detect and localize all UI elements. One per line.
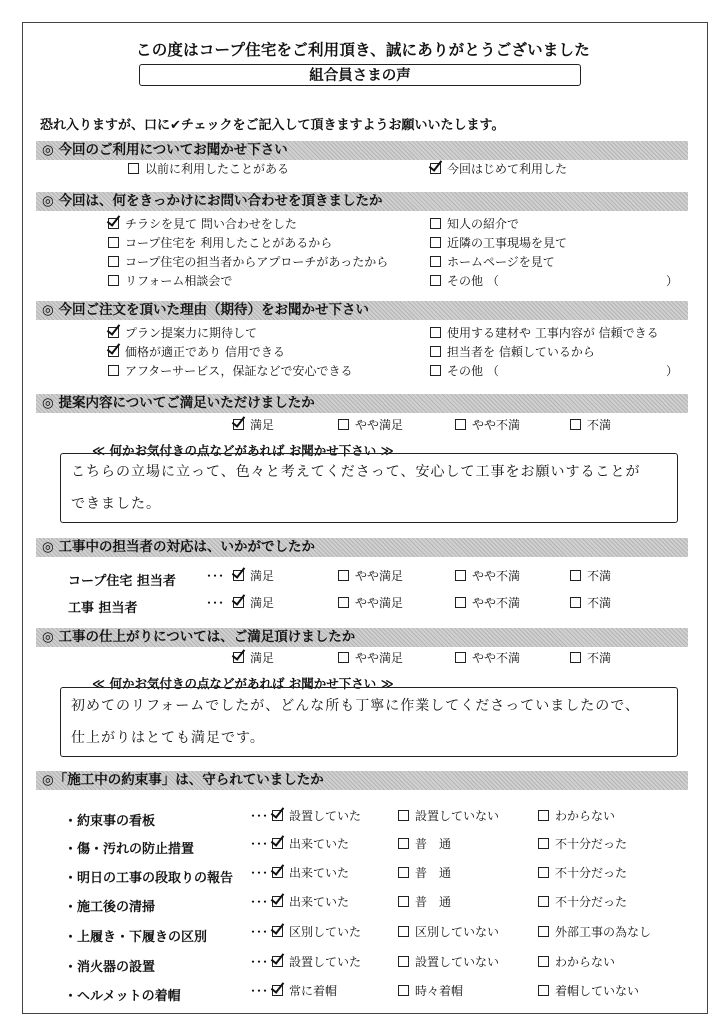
checkbox[interactable] [538, 838, 549, 849]
checkbox[interactable] [570, 652, 581, 663]
checkbox[interactable] [338, 597, 349, 608]
checkbox-checked[interactable] [108, 327, 119, 338]
checkbox[interactable] [338, 419, 349, 430]
q7-row-signboard-label: ・約束事の看板 [64, 814, 156, 829]
section-header-q6: ◎ 工事の仕上がりについては、ご満足頂けましたか [36, 628, 688, 647]
q7-row-cleaning-label: ・施工後の清掃 [64, 900, 156, 915]
q6-comment-box[interactable] [60, 687, 678, 757]
checkbox[interactable] [538, 956, 549, 967]
q3-other-close-paren: ） [666, 364, 679, 378]
q2-option-website[interactable]: ホームページを見て [430, 254, 555, 270]
q4-comment-box[interactable] [60, 453, 678, 523]
checkbox[interactable] [108, 275, 119, 286]
checkbox[interactable] [455, 597, 466, 608]
checkbox-checked[interactable] [272, 867, 283, 878]
q7-extinguisher-opt1[interactable]: 設置していた [272, 954, 361, 970]
checkbox[interactable] [430, 275, 441, 286]
q6-option-somewhat-satisfied[interactable]: やや満足 [338, 650, 403, 666]
section-header-q4: ◎ 提案内容についてご満足いただけましたか [36, 394, 688, 413]
q5-row-construction-staff-label: 工事 担当者 [68, 601, 138, 616]
page-subtitle: 組合員さまの声 [139, 64, 581, 86]
checkbox[interactable] [398, 838, 409, 849]
q7-protection-opt2[interactable]: 普 通 [398, 836, 451, 852]
checkbox[interactable] [398, 867, 409, 878]
section-header-q1: ◎ 今回のご利用についてお聞かせ下さい [36, 141, 688, 160]
checkbox[interactable] [128, 163, 139, 174]
q6-comment-title: ≪ 何かお気付きの点などがあれば お聞かせ下さい ≫ [92, 676, 394, 691]
q3-option-price[interactable]: 価格が適正であり 信用できる [108, 344, 285, 360]
section-header-q5: ◎ 工事中の担当者の対応は、いかがでしたか [36, 538, 688, 557]
q7-protection-opt3[interactable]: 不十分だった [538, 836, 627, 852]
q3-option-other[interactable]: その他 （ [430, 363, 499, 379]
q2-option-approach[interactable]: コープ住宅の担当者からアプローチがあったから [108, 254, 388, 270]
q7-signboard-opt1[interactable]: 設置していた [272, 808, 361, 824]
checkbox[interactable] [338, 570, 349, 581]
checkbox[interactable] [538, 867, 549, 878]
q4-option-somewhat-dissatisfied[interactable]: やや不満 [455, 417, 520, 433]
q1-option-first-time[interactable]: 今回はじめて利用した [430, 161, 567, 177]
q5-construction-somewhat-dissatisfied[interactable]: やや不満 [455, 595, 520, 611]
checkbox-checked[interactable] [233, 419, 244, 430]
checkbox[interactable] [538, 985, 549, 996]
checkbox[interactable] [455, 419, 466, 430]
q4-comment-line1: こちらの立場に立って、色々と考えてくださって、安心して工事をお願いすることが [71, 464, 641, 480]
checkbox[interactable] [538, 810, 549, 821]
q5-coop-satisfied[interactable]: 満足 [233, 568, 274, 584]
q5-row-coop-staff-label: コープ住宅 担当者 [68, 574, 176, 589]
section-header-q3: ◎ 今回ご注文を頂いた理由（期待）をお聞かせ下さい [36, 301, 688, 320]
q4-comment-line2: できました。 [71, 496, 161, 512]
checkbox-checked[interactable] [272, 810, 283, 821]
checkbox[interactable] [338, 652, 349, 663]
q7-schedule-opt1[interactable]: 出来ていた [272, 865, 349, 881]
q7-row-dots: ･･･ [250, 895, 269, 909]
q3-option-staff[interactable]: 担当者を 信頼しているから [430, 344, 595, 360]
q5-construction-satisfied[interactable]: 満足 [233, 595, 274, 611]
q7-footwear-opt2[interactable]: 区別していない [398, 924, 499, 940]
q3-option-plan[interactable]: プラン提案力に期待して [108, 325, 257, 341]
q7-cleaning-opt3[interactable]: 不十分だった [538, 894, 627, 910]
checkbox-checked[interactable] [108, 218, 119, 229]
checkbox[interactable] [398, 926, 409, 937]
q7-row-helmet-label: ・ヘルメットの着帽 [64, 989, 181, 1004]
q4-option-dissatisfied[interactable]: 不満 [570, 417, 611, 433]
checkbox-checked[interactable] [272, 956, 283, 967]
checkbox[interactable] [398, 810, 409, 821]
q6-comment-line2: 仕上がりはとても満足です。 [71, 730, 265, 746]
q2-option-used-before[interactable]: コープ住宅を 利用したことがあるから [108, 235, 332, 251]
checkbox[interactable] [430, 346, 441, 357]
checkbox-checked[interactable] [233, 597, 244, 608]
checkbox[interactable] [430, 256, 441, 267]
checkbox[interactable] [455, 570, 466, 581]
q3-option-aftercare[interactable]: アフターサービス，保証などで安心できる [108, 363, 353, 379]
q7-row-dots: ･･･ [250, 925, 269, 939]
q5-row-coop-staff-dots: ･･･ [206, 569, 225, 583]
q7-extinguisher-opt3[interactable]: わからない [538, 954, 615, 970]
q2-option-consultation[interactable]: リフォーム相談会で [108, 273, 232, 289]
q5-coop-dissatisfied[interactable]: 不満 [570, 568, 611, 584]
checkbox[interactable] [570, 419, 581, 430]
q7-row-schedule-label: ・明日の工事の段取りの報告 [64, 871, 234, 886]
q6-option-dissatisfied[interactable]: 不満 [570, 650, 611, 666]
q7-helmet-opt3[interactable]: 着帽していない [538, 983, 639, 999]
checkbox-checked[interactable] [272, 838, 283, 849]
q4-comment-title: ≪ 何かお気付きの点などがあれば お聞かせ下さい ≫ [92, 443, 394, 458]
q7-protection-opt1[interactable]: 出来ていた [272, 836, 349, 852]
checkbox[interactable] [108, 256, 119, 267]
checkbox[interactable] [108, 237, 119, 248]
section-header-q7: ◎「施工中の約束事」は、守られていましたか [36, 771, 688, 790]
checkbox-checked[interactable] [272, 926, 283, 937]
q7-row-dots: ･･･ [250, 809, 269, 823]
q7-cleaning-opt2[interactable]: 普 通 [398, 894, 451, 910]
q6-option-satisfied[interactable]: 満足 [233, 650, 274, 666]
q7-row-dots: ･･･ [250, 984, 269, 998]
instructions: 恐れ入りますが、口に✔チェックをご記入して頂きますようお願いいたします。 [40, 118, 505, 133]
q7-extinguisher-opt2[interactable]: 設置していない [398, 954, 499, 970]
q4-option-somewhat-satisfied[interactable]: やや満足 [338, 417, 403, 433]
checkbox[interactable] [398, 985, 409, 996]
q2-option-flyer[interactable]: チラシを見て 問い合わせをした [108, 216, 297, 232]
q7-signboard-opt2[interactable]: 設置していない [398, 808, 499, 824]
q2-option-other[interactable]: その他 （ [430, 273, 499, 289]
q7-cleaning-opt1[interactable]: 出来ていた [272, 894, 349, 910]
checkbox-checked[interactable] [233, 570, 244, 581]
checkbox-checked[interactable] [430, 163, 441, 174]
q2-option-nearby-site[interactable]: 近隣の工事現場を見て [430, 235, 567, 251]
checkbox-checked[interactable] [272, 985, 283, 996]
checkbox-checked[interactable] [272, 896, 283, 907]
q4-option-satisfied[interactable]: 満足 [233, 417, 274, 433]
page-title: この度はコープ住宅をご利用頂き、誠にありがとうございました [136, 41, 590, 59]
q2-option-referral[interactable]: 知人の紹介で [430, 216, 519, 232]
q7-schedule-opt2[interactable]: 普 通 [398, 865, 451, 881]
q5-construction-dissatisfied[interactable]: 不満 [570, 595, 611, 611]
checkbox[interactable] [430, 218, 441, 229]
q5-coop-somewhat-dissatisfied[interactable]: やや不満 [455, 568, 520, 584]
q7-row-protection-label: ・傷・汚れの防止措置 [64, 842, 195, 857]
q5-row-construction-staff-dots: ･･･ [206, 596, 225, 610]
checkbox-checked[interactable] [233, 652, 244, 663]
checkbox[interactable] [398, 956, 409, 967]
checkbox[interactable] [538, 926, 549, 937]
q7-helmet-opt1[interactable]: 常に着帽 [272, 983, 337, 999]
checkbox[interactable] [430, 365, 441, 376]
checkbox[interactable] [108, 365, 119, 376]
q7-footwear-opt1[interactable]: 区別していた [272, 924, 361, 940]
q7-footwear-opt3[interactable]: 外部工事の為なし [538, 924, 651, 940]
q7-row-footwear-label: ・上履き・下履きの区別 [64, 930, 208, 945]
q5-coop-somewhat-satisfied[interactable]: やや満足 [338, 568, 403, 584]
q7-row-extinguisher-label: ・消火器の設置 [64, 960, 156, 975]
q7-row-dots: ･･･ [250, 837, 269, 851]
q7-schedule-opt3[interactable]: 不十分だった [538, 865, 627, 881]
q2-other-close-paren: ） [666, 274, 679, 288]
checkbox[interactable] [430, 237, 441, 248]
q3-option-materials[interactable]: 使用する建材や 工事内容が 信頼できる [430, 325, 659, 341]
checkbox[interactable] [398, 896, 409, 907]
checkbox[interactable] [455, 652, 466, 663]
checkbox[interactable] [570, 570, 581, 581]
checkbox[interactable] [430, 327, 441, 338]
q5-construction-somewhat-satisfied[interactable]: やや満足 [338, 595, 403, 611]
q7-row-dots: ･･･ [250, 955, 269, 969]
section-header-q2: ◎ 今回は、何をきっかけにお問い合わせを頂きましたか [36, 192, 688, 211]
q7-row-dots: ･･･ [250, 866, 269, 880]
q6-comment-line1: 初めてのリフォームでしたが、どんな所も丁寧に作業してくださっていましたので、 [71, 698, 641, 714]
checkbox[interactable] [570, 597, 581, 608]
q7-signboard-opt3[interactable]: わからない [538, 808, 615, 824]
q6-option-somewhat-dissatisfied[interactable]: やや不満 [455, 650, 520, 666]
checkbox-checked[interactable] [108, 346, 119, 357]
q7-helmet-opt2[interactable]: 時々着帽 [398, 983, 463, 999]
q1-option-previous[interactable]: 以前に利用したことがある [128, 161, 289, 177]
checkbox[interactable] [538, 896, 549, 907]
